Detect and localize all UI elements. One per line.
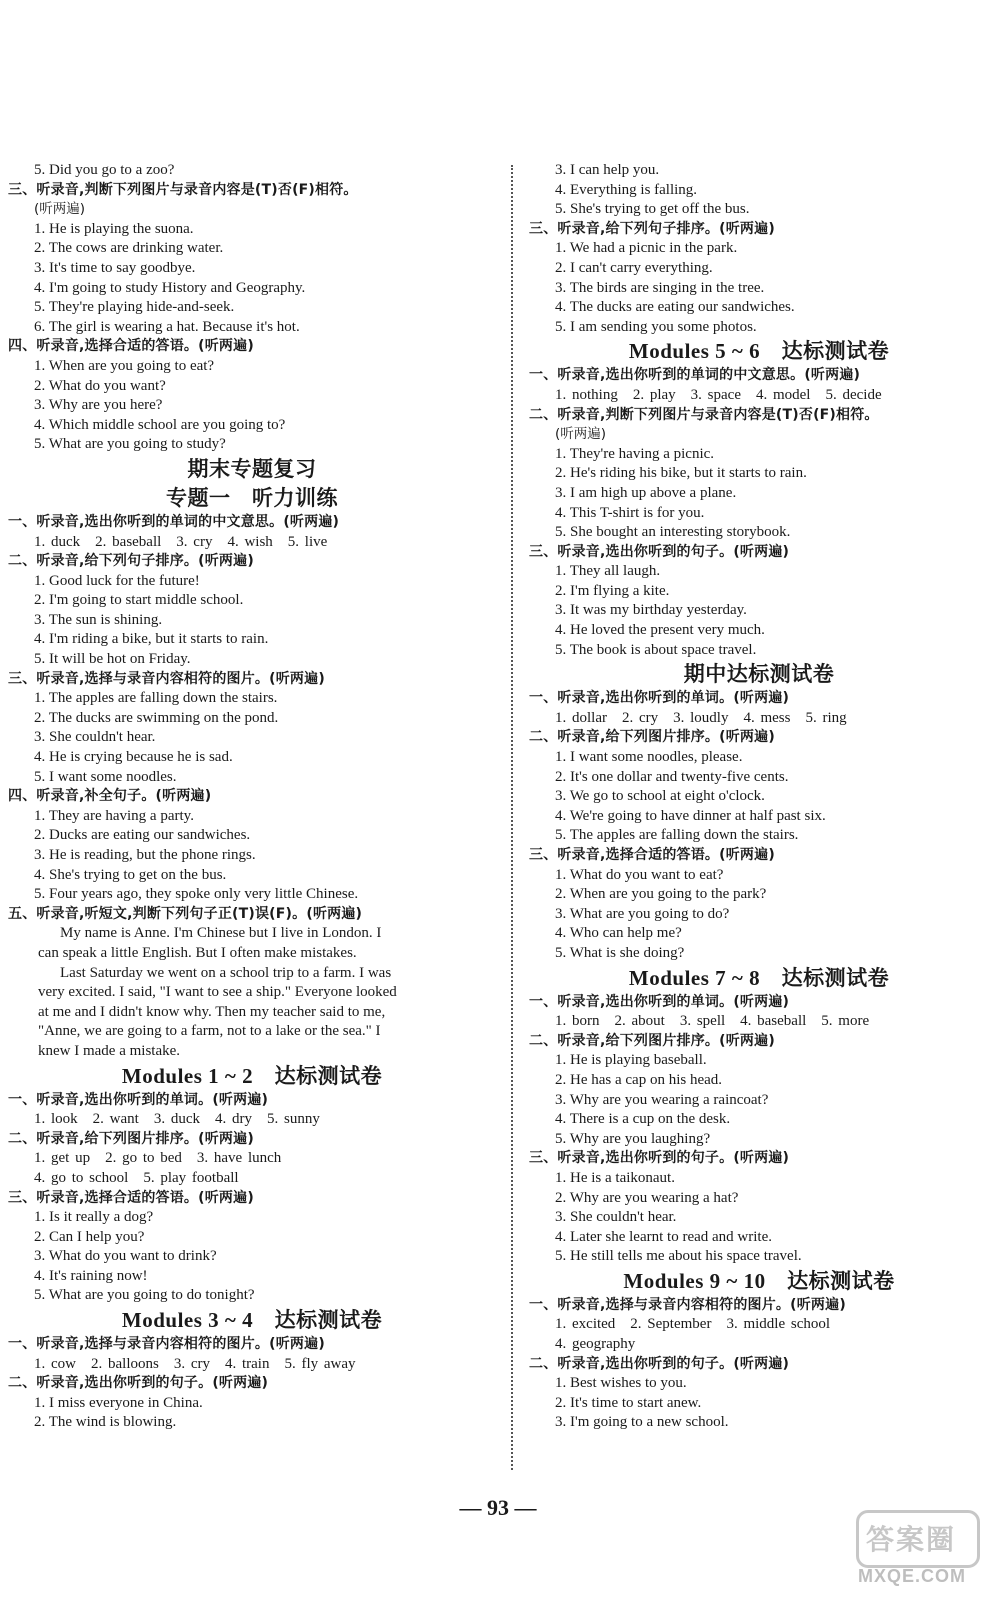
section-instruction: 三、听录音,选择与录音内容相符的图片。(听两遍) bbox=[8, 670, 325, 687]
question-item: 3. I can help you. bbox=[555, 162, 660, 178]
column-divider bbox=[511, 165, 513, 1470]
word-list: 4. geography bbox=[555, 1336, 636, 1353]
word-list: 1. dollar 2. cry 3. loudly 4. mess 5. ring bbox=[555, 709, 847, 726]
section-heading: 期中达标测试卷 bbox=[683, 662, 835, 687]
question-item: 4. This T-shirt is for you. bbox=[555, 504, 705, 521]
question-item: 2. It's time to start anew. bbox=[555, 1394, 702, 1411]
question-item: 5. They're playing hide-and-seek. bbox=[34, 299, 235, 316]
question-item: 1. When are you going to eat? bbox=[34, 357, 215, 374]
word-list: 1. look 2. want 3. duck 4. dry 5. sunny bbox=[34, 1111, 320, 1128]
question-item: 1. I miss everyone in China. bbox=[34, 1394, 203, 1411]
question-item: 5. She's trying to get off the bus. bbox=[555, 201, 750, 218]
question-item: 3. Why are you here? bbox=[34, 397, 163, 414]
question-item: 4. The ducks are eating our sandwiches. bbox=[555, 299, 795, 316]
question-item: 2. He's riding his bike, but it starts to rain. bbox=[555, 465, 807, 482]
section-instruction: 三、听录音,选出你听到的句子。(听两遍) bbox=[529, 543, 790, 560]
question-item: 3. What do you want to drink? bbox=[34, 1248, 217, 1265]
question-item: 5. What is she doing? bbox=[555, 944, 685, 961]
question-item: 1. We had a picnic in the park. bbox=[555, 240, 738, 257]
section-instruction: 二、听录音,选出你听到的句子。(听两遍) bbox=[8, 1375, 269, 1392]
word-list: 1. born 2. about 3. spell 4. baseball 5. more bbox=[555, 1013, 870, 1030]
question-item: 1. I want some noodles, please. bbox=[555, 749, 743, 766]
question-item: 3. He is reading, but the phone rings. bbox=[34, 847, 256, 863]
passage-line: at me and I didn't know why. Then my teacher said to me, bbox=[38, 1003, 386, 1020]
question-item: 5. He still tells me about his space travel. bbox=[555, 1248, 802, 1265]
question-item: 5. The book is about space travel. bbox=[555, 641, 757, 658]
question-item: 1. Best wishes to you. bbox=[555, 1375, 687, 1392]
question-item: 1. He is playing the suona. bbox=[34, 220, 194, 237]
word-list: 1. get up 2. go to bed 3. have lunch bbox=[34, 1150, 282, 1167]
question-item: 4. Who can help me? bbox=[555, 925, 682, 942]
section-instruction: 一、听录音,选出你听到的单词的中文意思。(听两遍) bbox=[529, 367, 861, 384]
section-heading: Modules 5 ~ 6 达标测试卷 bbox=[628, 339, 890, 364]
section-heading: Modules 7 ~ 8 达标测试卷 bbox=[628, 965, 890, 990]
question-item: 5. What are you going to study? bbox=[34, 436, 226, 453]
question-item: 6. The girl is wearing a hat. Because it's hot. bbox=[34, 318, 300, 335]
section-instruction: 三、听录音,判断下列图片与录音内容是(T)否(F)相符。 bbox=[8, 181, 358, 198]
section-instruction: 四、听录音,选择合适的答语。(听两遍) bbox=[8, 338, 254, 355]
question-item: 3. The birds are singing in the tree. bbox=[555, 279, 765, 296]
section-instruction: 三、听录音,选择合适的答语。(听两遍) bbox=[8, 1189, 254, 1206]
question-item: 3. She couldn't hear. bbox=[555, 1209, 677, 1226]
section-instruction: 三、听录音,选择合适的答语。(听两遍) bbox=[529, 847, 775, 863]
question-item: 3. What are you going to do? bbox=[555, 905, 730, 922]
question-item: 4. We're going to have dinner at half past six. bbox=[555, 807, 826, 824]
question-item: 2. Why are you wearing a hat? bbox=[555, 1189, 739, 1206]
question-item: 1. Is it really a dog? bbox=[34, 1209, 154, 1226]
question-item: 3. She couldn't hear. bbox=[34, 729, 156, 746]
word-list: 1. excited 2. September 3. middle school bbox=[555, 1316, 831, 1333]
section-instruction: 三、听录音,给下列句子排序。(听两遍) bbox=[529, 220, 775, 237]
question-item: 3. Why are you wearing a raincoat? bbox=[555, 1091, 769, 1108]
question-item: 3. We go to school at eight o'clock. bbox=[555, 788, 765, 805]
word-list: 1. nothing 2. play 3. space 4. model 5. decide bbox=[555, 386, 882, 403]
question-item: 1. They all laugh. bbox=[555, 563, 661, 580]
section-instruction: 二、听录音,给下列图片排序。(听两遍) bbox=[529, 729, 775, 746]
left-column bbox=[8, 161, 496, 1433]
section-instruction: 二、听录音,给下列图片排序。(听两遍) bbox=[529, 1032, 775, 1049]
question-item: 4. It's raining now! bbox=[34, 1267, 148, 1284]
word-list: 1. cow 2. balloons 3. cry 4. train 5. fly away bbox=[34, 1355, 356, 1372]
question-item: 3. The sun is shining. bbox=[34, 611, 163, 628]
question-item: 1. Good luck for the future! bbox=[34, 572, 200, 589]
question-item: 2. When are you going to the park? bbox=[555, 886, 767, 903]
question-item: 3. It's time to say goodbye. bbox=[34, 259, 196, 276]
passage-line: can speak a little English. But I often make mistakes. bbox=[38, 944, 357, 961]
section-heading: Modules 1 ~ 2 达标测试卷 bbox=[121, 1063, 383, 1088]
question-item: 3. I am high up above a plane. bbox=[555, 484, 737, 501]
question-item: 5. It will be hot on Friday. bbox=[34, 651, 191, 668]
section-instruction: 一、听录音,选出你听到的单词的中文意思。(听两遍) bbox=[8, 513, 340, 530]
section-instruction: 二、听录音,判断下列图片与录音内容是(T)否(F)相符。 bbox=[529, 406, 879, 423]
page-number: — 93 — bbox=[459, 1495, 537, 1520]
question-item: 4. I'm going to study History and Geography. bbox=[34, 279, 306, 296]
question-item: 5. The apples are falling down the stairs. bbox=[555, 827, 799, 844]
section-instruction: 二、听录音,给下列图片排序。(听两遍) bbox=[8, 1130, 254, 1147]
question-item: 2. He has a cap on his head. bbox=[555, 1071, 723, 1088]
passage-line: knew I made a mistake. bbox=[38, 1042, 181, 1059]
section-instruction: 二、听录音,选出你听到的句子。(听两遍) bbox=[529, 1355, 790, 1372]
instruction-continuation: (听两遍) bbox=[555, 426, 607, 443]
section-heading: 期末专题复习 bbox=[187, 456, 317, 481]
watermark-logo-text: 答案圈 bbox=[866, 1523, 957, 1556]
question-item: 2. Can I help you? bbox=[34, 1228, 145, 1245]
passage-line: Last Saturday we went on a school trip to a farm. I was bbox=[60, 964, 392, 981]
question-item: 2. I'm flying a kite. bbox=[555, 582, 670, 599]
question-item: 4. I'm riding a bike, but it starts to rain. bbox=[34, 631, 269, 648]
question-item: 4. Everything is falling. bbox=[555, 181, 698, 198]
question-item: 5. She bought an interesting storybook. bbox=[555, 524, 791, 541]
question-item: 2. The ducks are swimming on the pond. bbox=[34, 709, 279, 726]
question-item: 4. He is crying because he is sad. bbox=[34, 749, 233, 766]
section-instruction: 三、听录音,选出你听到的句子。(听两遍) bbox=[529, 1150, 790, 1167]
section-heading: 专题一 听力训练 bbox=[166, 485, 338, 510]
word-list: 1. duck 2. baseball 3. cry 4. wish 5. live bbox=[34, 533, 328, 550]
word-list: 4. go to school 5. play football bbox=[34, 1169, 239, 1186]
section-heading: Modules 9 ~ 10 达标测试卷 bbox=[623, 1268, 895, 1293]
question-item: 1. He is a taikonaut. bbox=[555, 1169, 675, 1186]
question-item: 1. The apples are falling down the stairs. bbox=[34, 690, 278, 707]
question-item: 2. It's one dollar and twenty-five cents. bbox=[555, 768, 789, 785]
question-item: 1. He is playing baseball. bbox=[555, 1052, 707, 1069]
question-item: 2. What do you want? bbox=[34, 377, 166, 394]
section-instruction: 一、听录音,选出你听到的单词。(听两遍) bbox=[529, 690, 790, 707]
section-instruction: 二、听录音,给下列句子排序。(听两遍) bbox=[8, 553, 254, 570]
section-instruction: 一、听录音,选择与录音内容相符的图片。(听两遍) bbox=[8, 1336, 325, 1353]
question-item: 4. Later she learnt to read and write. bbox=[555, 1228, 772, 1245]
section-instruction: 五、听录音,听短文,判断下列句子正(T)误(F)。(听两遍) bbox=[8, 905, 363, 922]
question-item: 4. He loved the present very much. bbox=[555, 622, 765, 639]
question-item: 2. I can't carry everything. bbox=[555, 259, 713, 276]
question-item: 5. Did you go to a zoo? bbox=[34, 162, 175, 178]
question-item: 5. Why are you laughing? bbox=[555, 1130, 711, 1147]
question-item: 4. There is a cup on the desk. bbox=[555, 1111, 731, 1128]
passage-line: My name is Anne. I'm Chinese but I live in London. I bbox=[60, 925, 382, 942]
question-item: 2. I'm going to start middle school. bbox=[34, 592, 244, 609]
question-item: 5. What are you going to do tonight? bbox=[34, 1287, 255, 1304]
section-heading: Modules 3 ~ 4 达标测试卷 bbox=[121, 1308, 383, 1333]
question-item: 2. Ducks are eating our sandwiches. bbox=[34, 827, 251, 844]
passage-line: "Anne, we are going to a farm, not to a lake or the sea." I bbox=[38, 1023, 381, 1040]
question-item: 5. I am sending you some photos. bbox=[555, 318, 757, 335]
question-item: 1. They're having a picnic. bbox=[555, 445, 715, 462]
question-item: 4. She's trying to get on the bus. bbox=[34, 866, 227, 883]
question-item: 5. I want some noodles. bbox=[34, 768, 177, 785]
passage-line: very excited. I said, "I want to see a ship." Everyone looked bbox=[38, 984, 397, 1001]
question-item: 1. They are having a party. bbox=[34, 807, 194, 824]
section-instruction: 一、听录音,选出你听到的单词。(听两遍) bbox=[529, 993, 790, 1010]
question-item: 2. The wind is blowing. bbox=[34, 1414, 177, 1431]
question-item: 3. It was my birthday yesterday. bbox=[555, 602, 747, 619]
watermark-logo bbox=[852, 1508, 982, 1590]
section-instruction: 一、听录音,选择与录音内容相符的图片。(听两遍) bbox=[529, 1296, 846, 1313]
question-item: 1. What do you want to eat? bbox=[555, 866, 724, 883]
section-instruction: 四、听录音,补全句子。(听两遍) bbox=[8, 788, 212, 805]
watermark-site-text: MXQE.COM bbox=[858, 1566, 967, 1586]
question-item: 2. The cows are drinking water. bbox=[34, 240, 224, 257]
question-item: 5. Four years ago, they spoke only very little Chinese. bbox=[34, 886, 359, 903]
section-instruction: 一、听录音,选出你听到的单词。(听两遍) bbox=[8, 1091, 269, 1108]
question-item: 3. I'm going to a new school. bbox=[555, 1414, 729, 1431]
instruction-continuation: (听两遍) bbox=[34, 201, 86, 218]
question-item: 4. Which middle school are you going to? bbox=[34, 416, 286, 433]
right-column bbox=[529, 161, 989, 1433]
